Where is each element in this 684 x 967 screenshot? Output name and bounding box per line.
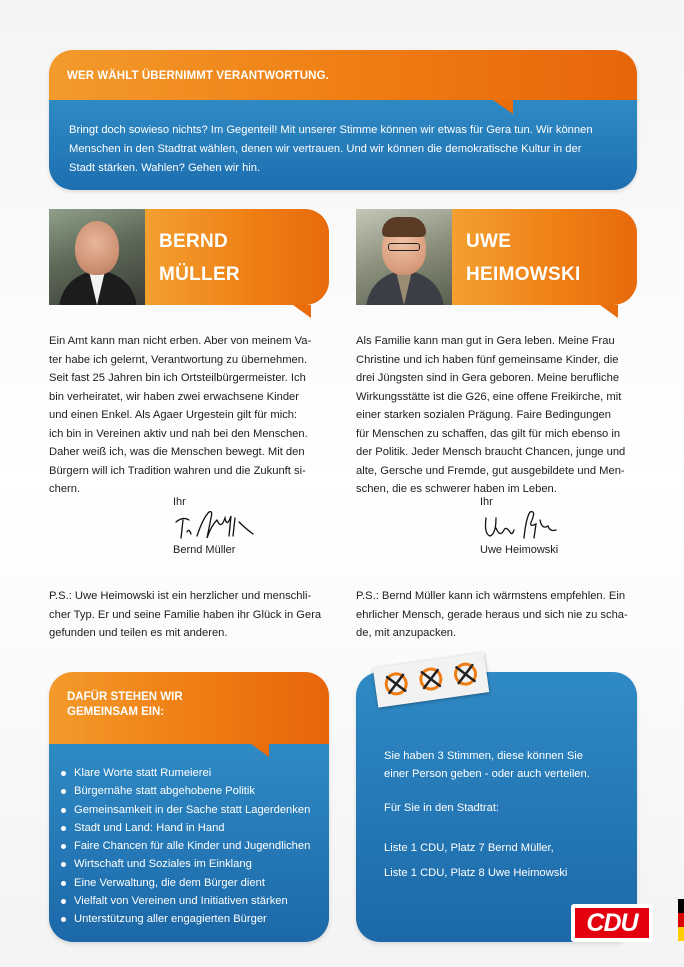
statement-line: Ein Amt kann man nicht erben. Aber von meinem Va- xyxy=(49,335,312,347)
postscript-line: P.S.: Bernd Müller kann ich wärmstens empfehlen. Ein xyxy=(356,590,626,602)
statement-line: Bürgern will ich Tradition wahren und die Zukunft si- xyxy=(49,464,306,477)
list-item: Wirtschaft und Soziales im Einklang xyxy=(61,855,310,873)
candidate-name-box xyxy=(452,209,637,305)
list-item: Faire Chancen für alle Kinder und Jugendlichen xyxy=(61,837,310,855)
statement-line: für Menschen zu schaffen, das gilt für mich ebenso in xyxy=(356,427,621,440)
statement-heimowski xyxy=(356,332,637,499)
candidate-last-name: MÜLLER xyxy=(159,264,240,285)
values-title xyxy=(67,690,267,720)
candidate-header-heimowski xyxy=(356,209,637,305)
statement-line: und einen Enkel. Als Agaer Urgestein gilt für mich: xyxy=(49,409,298,421)
candidate-header-mueller xyxy=(49,209,329,305)
postscript-mueller xyxy=(49,587,330,643)
intro-line: Bringt doch sowieso nichts? Im Gegenteil! Mit unserer Stimme können wir etwas für Gera tun. Wir können xyxy=(69,124,593,136)
statement-line: einer starken sozialen Prägung. Faire Bedingungen xyxy=(356,409,611,421)
signature-intro: Ihr xyxy=(173,496,186,508)
statement-mueller xyxy=(49,332,330,499)
statement-line: chern. xyxy=(49,483,81,495)
list-item: Klare Worte statt Rumeierei xyxy=(61,764,310,782)
statement-line: ter habe ich gelernt, Verantwortung zu übernehmen. xyxy=(49,353,308,366)
candidate-first-name: BERND xyxy=(159,231,229,252)
list-item: Stadt und Land: Hand in Hand xyxy=(61,819,310,837)
postscript-line: cher Typ. Er und seine Familie haben ihr Glück in Gera xyxy=(49,608,322,621)
list-item: Vielfalt von Vereinen und Initiativen stärken xyxy=(61,892,310,910)
vote-info-line: einer Person geben - oder auch verteilen. xyxy=(384,768,590,780)
list-item: Eine Verwaltung, die dem Bürger dient xyxy=(61,874,310,892)
postscript-line: P.S.: Uwe Heimowski ist ein herzlicher und menschli- xyxy=(49,590,312,602)
ballot-cross-icon xyxy=(451,659,480,688)
postscript-line: de, mit anzupacken. xyxy=(356,627,457,639)
statement-line: drei Jüngsten sind in Gera geboren. Meine berufliche xyxy=(356,372,620,384)
german-flag-icon xyxy=(678,899,684,941)
list-item: Gemeinsamkeit in der Sache statt Lagerdenken xyxy=(61,801,310,819)
postscript-heimowski xyxy=(356,587,637,643)
handwritten-signature-mueller xyxy=(173,508,263,542)
list-entries xyxy=(384,836,567,886)
values-box xyxy=(49,672,329,942)
values-title-line: GEMEINSAM EIN: xyxy=(67,706,165,718)
candidate-photo-mueller xyxy=(49,209,145,305)
candidate-photo-heimowski xyxy=(356,209,452,305)
candidate-name-box xyxy=(145,209,329,305)
intro-line: Menschen in den Stadtrat wählen, denen wir vertrauen. Und wir können die demokratische Kultur in der xyxy=(69,143,582,155)
statement-line: der Politik. Jeder Mensch braucht Chancen, junge und xyxy=(356,446,626,458)
candidate-first-name: UWE xyxy=(466,231,512,252)
statement-line: Daher weiß ich, was die Menschen bewegt. Mit den xyxy=(49,446,305,458)
statement-line: Seit fast 25 Jahren bin ich Ortsteilbürgermeister. Ich xyxy=(49,372,306,384)
intro-bubble xyxy=(49,50,637,190)
candidate-last-name: HEIMOWSKI xyxy=(466,264,581,285)
cdu-logo xyxy=(571,904,653,942)
vote-info-line: Sie haben 3 Stimmen, diese können Sie xyxy=(384,750,584,762)
candidate-speech-notch xyxy=(600,305,618,318)
council-label: Für Sie in den Stadtrat: xyxy=(384,802,500,814)
handwritten-signature-heimowski xyxy=(480,508,570,542)
statement-line: Wirkungsstätte ist die G26, eine offene Freikirche, mit xyxy=(356,390,622,403)
vote-info xyxy=(384,747,590,783)
statement-line: Christine und ich haben fünf gemeinsame Kinder, die xyxy=(356,353,619,366)
list-item: Unterstützung aller engagierten Bürger xyxy=(61,910,310,928)
ballot-cross-icon xyxy=(382,669,411,698)
values-list xyxy=(61,764,310,929)
values-speech-notch xyxy=(251,744,269,757)
list-entry: Liste 1 CDU, Platz 8 Uwe Heimowski xyxy=(384,867,568,879)
ballot-cross-icon xyxy=(416,664,445,693)
list-item: Bürgernähe statt abgehobene Politik xyxy=(61,782,310,800)
intro-line: Stadt stärken. Wahlen? Gehen wir hin. xyxy=(69,162,261,174)
signature-block-heimowski xyxy=(480,496,590,566)
postscript-line: ehrlicher Mensch, gerade heraus und sich nie zu scha- xyxy=(356,608,628,621)
list-entry: Liste 1 CDU, Platz 7 Bernd Müller, xyxy=(384,842,554,854)
signature-name: Uwe Heimowski xyxy=(480,544,559,556)
postscript-line: gefunden und teilen es mit anderen. xyxy=(49,627,228,639)
values-title-line: DAFÜR STEHEN WIR xyxy=(67,691,183,703)
intro-text xyxy=(69,121,629,178)
intro-speech-notch xyxy=(493,100,513,114)
intro-title: WER WÄHLT ÜBERNIMMT VERANTWORTUNG. xyxy=(67,70,329,82)
statement-line: Als Familie kann man gut in Gera leben. Meine Frau xyxy=(356,335,615,347)
statement-line: alte, Gersche und Fremde, gut ausgebildete und Men- xyxy=(356,464,625,477)
statement-line: ich bin in Vereinen aktiv und nah bei den Menschen. xyxy=(49,427,308,440)
statement-line: bin verheiratet, wir haben zwei erwachsene Kinder xyxy=(49,390,299,403)
candidate-speech-notch xyxy=(293,305,311,318)
signature-block-mueller xyxy=(173,496,283,566)
cdu-logo-text: CDU xyxy=(575,908,649,938)
signature-intro: Ihr xyxy=(480,496,493,508)
signature-name: Bernd Müller xyxy=(173,544,236,556)
statement-line: schen, die es schwerer haben im Leben. xyxy=(356,483,557,495)
